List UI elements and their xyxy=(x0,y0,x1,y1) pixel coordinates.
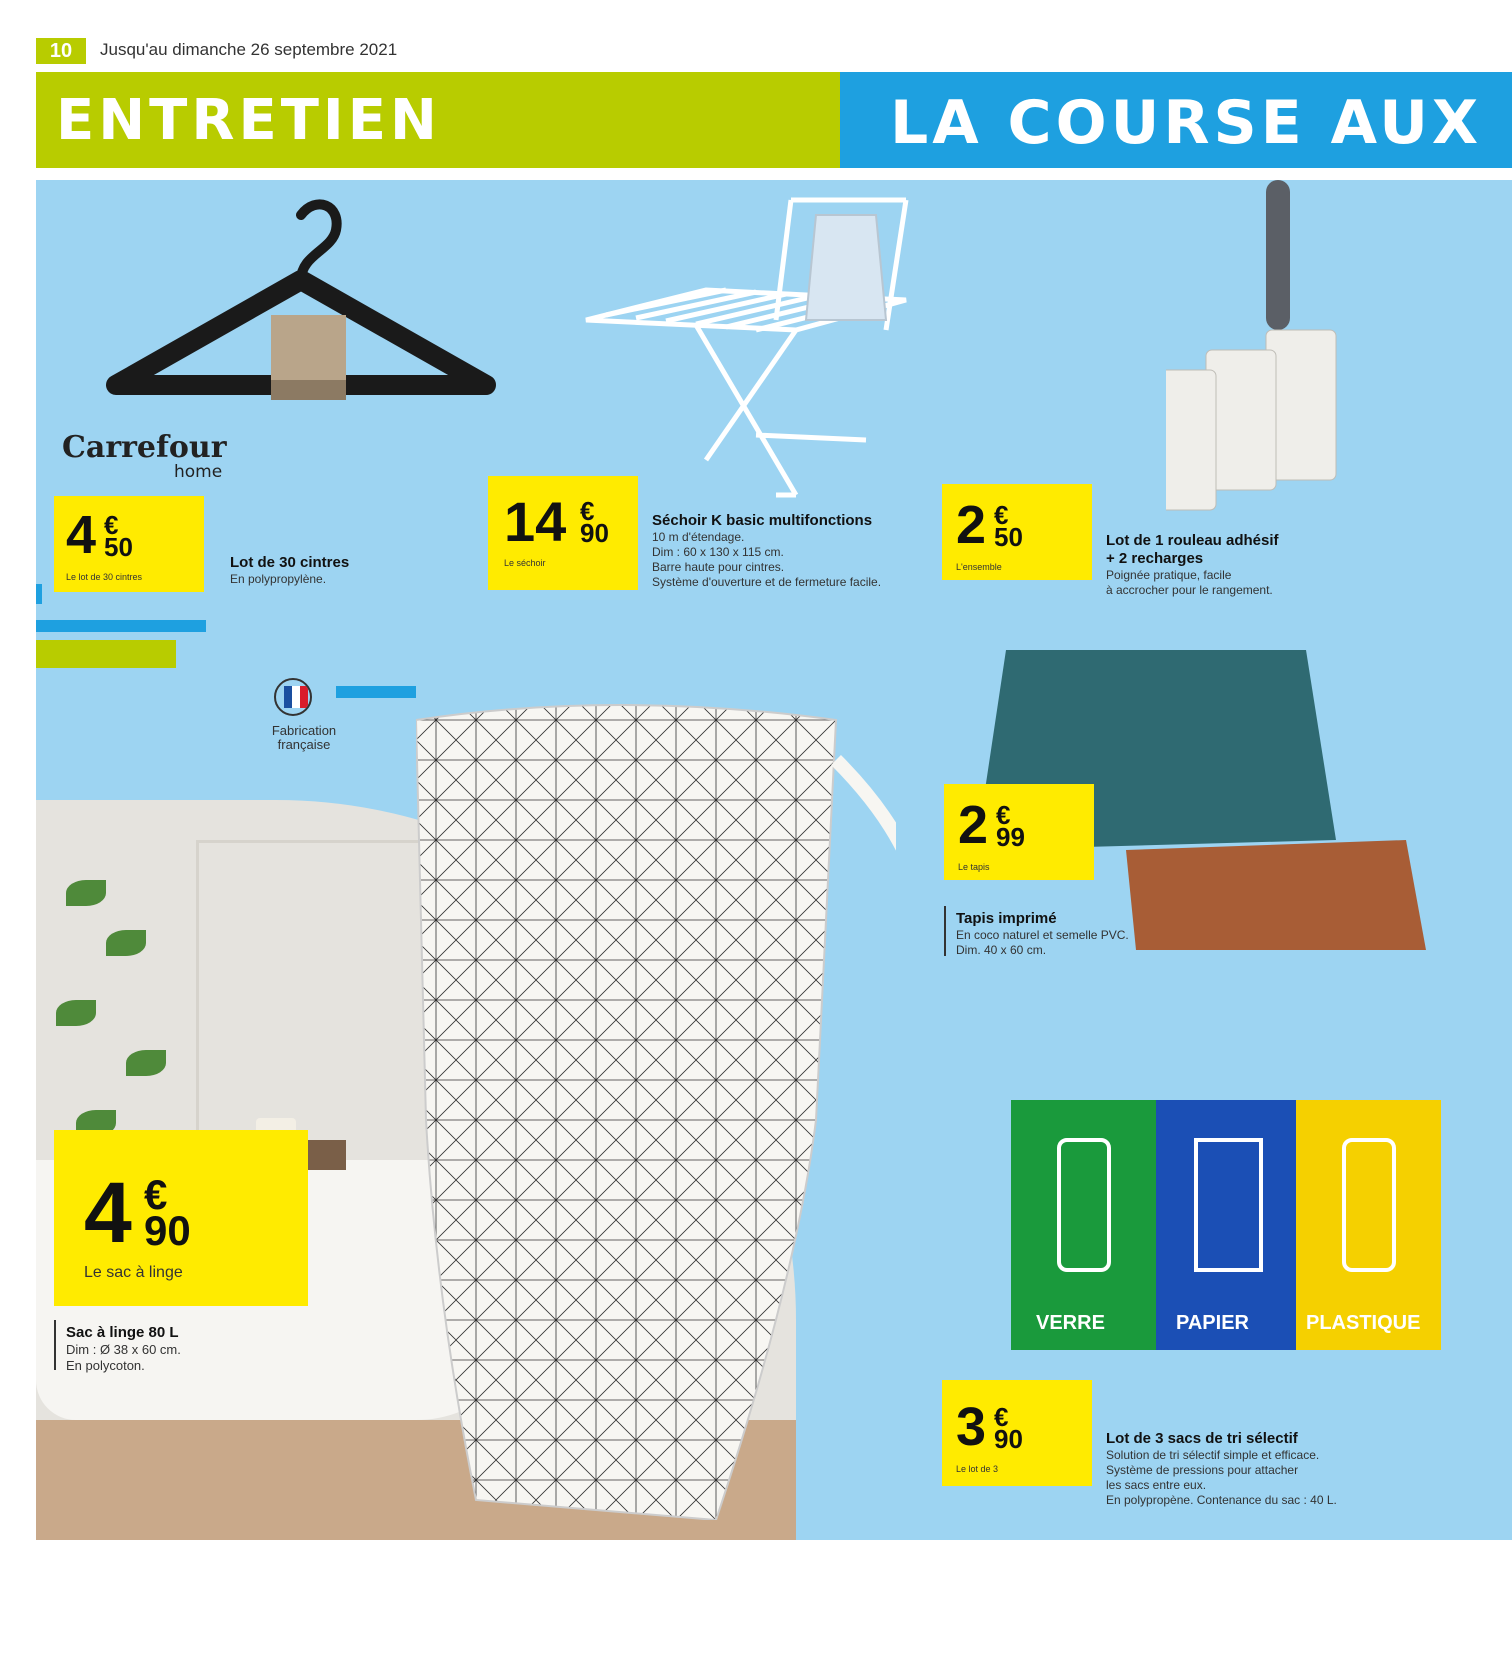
product-desc: Dim : Ø 38 x 60 cm. xyxy=(66,1342,181,1357)
plant-leaf xyxy=(126,1050,166,1076)
price-decimal: 50 xyxy=(104,532,133,562)
price-currency: € xyxy=(104,510,119,540)
product-desc: En coco naturel et semelle PVC. xyxy=(956,928,1129,942)
fabrication-label: Fabrication française xyxy=(271,723,337,753)
brand-name: Carrefour xyxy=(62,430,227,465)
price-unit: Le séchoir xyxy=(504,558,546,568)
laundry-bag-icon xyxy=(416,700,896,1520)
stripe-blue-2 xyxy=(36,620,206,632)
section-title: ENTRETIEN xyxy=(56,88,441,153)
product-desc: 10 m d'étendage. xyxy=(652,530,745,544)
price-box-cintres xyxy=(54,496,204,592)
bag-label-plastique: PLASTIQUE xyxy=(1306,1312,1421,1334)
price-box-tapis xyxy=(944,784,1094,880)
price-decimal: 90 xyxy=(994,1424,1023,1454)
price-box-rouleau xyxy=(942,484,1092,580)
price-integer: 3 xyxy=(956,1397,987,1457)
price-integer: 4 xyxy=(84,1165,132,1261)
price-unit: Le tapis xyxy=(958,862,990,872)
price-integer: 4 xyxy=(66,505,97,565)
price-box-sechoir xyxy=(488,476,638,590)
price-unit: Le lot de 3 xyxy=(956,1464,999,1474)
section-subtitle: LA COURSE AUX xyxy=(890,88,1483,158)
product-desc: Dim. 40 x 60 cm. xyxy=(956,943,1047,957)
plant-leaf xyxy=(66,880,106,906)
brand-sub: home xyxy=(174,462,223,482)
divider xyxy=(54,1320,56,1370)
price-box-tri xyxy=(942,1380,1092,1486)
price-decimal: 90 xyxy=(580,518,609,548)
drying-rack-icon xyxy=(576,190,936,510)
product-title: Séchoir K basic multifonctions xyxy=(652,512,873,529)
price-box-sac xyxy=(54,1130,308,1306)
product-desc: Système de pressions pour attacher xyxy=(1106,1463,1299,1477)
price-integer: 2 xyxy=(956,495,987,555)
plant-leaf xyxy=(106,930,146,956)
product-desc: à accrocher pour le rangement. xyxy=(1106,583,1273,597)
france-flag-icon xyxy=(274,678,312,716)
price-decimal: 50 xyxy=(994,522,1023,552)
product-title: Lot de 3 sacs de tri sélectif xyxy=(1106,1430,1298,1447)
product-desc: En polycoton. xyxy=(66,1358,145,1373)
product-desc: Système d'ouverture et de fermeture facile. xyxy=(652,575,882,589)
price-currency: € xyxy=(144,1171,168,1218)
price-integer: 14 xyxy=(504,490,567,553)
product-title: Lot de 30 cintres xyxy=(230,554,350,571)
product-desc: Barre haute pour cintres. xyxy=(652,560,785,574)
product-title: + 2 recharges xyxy=(1106,550,1204,567)
price-integer: 2 xyxy=(958,795,989,855)
page-number: 10 xyxy=(36,38,86,64)
price-currency: € xyxy=(994,500,1009,530)
product-title: Lot de 1 rouleau adhésif xyxy=(1106,532,1279,549)
product-desc: Poignée pratique, facile xyxy=(1106,568,1232,582)
price-currency: € xyxy=(996,800,1011,830)
plant-leaf xyxy=(56,1000,96,1026)
product-desc: En polypropène. Contenance du sac : 40 L. xyxy=(1106,1493,1337,1507)
catalog-panel xyxy=(36,180,1512,1540)
price-unit: Le sac à linge xyxy=(84,1264,183,1281)
price-unit: Le lot de 30 cintres xyxy=(66,572,143,582)
price-currency: € xyxy=(580,496,595,526)
price-decimal: 90 xyxy=(144,1207,191,1254)
stripe-blue-1 xyxy=(36,584,42,604)
bag-label-papier: PAPIER xyxy=(1176,1312,1249,1334)
stripe-blue-3 xyxy=(336,686,416,698)
divider xyxy=(944,906,946,956)
product-desc: Solution de tri sélectif simple et efficace. xyxy=(1106,1448,1320,1462)
stripe-lime xyxy=(36,640,176,668)
price-currency: € xyxy=(994,1402,1009,1432)
price-unit: L'ensemble xyxy=(956,562,1002,572)
lint-roller-icon xyxy=(1166,180,1426,520)
price-decimal: 99 xyxy=(996,822,1025,852)
product-desc: En polypropylène. xyxy=(230,572,327,586)
product-title: Tapis imprimé xyxy=(956,910,1057,927)
bag-label-verre: VERRE xyxy=(1036,1312,1105,1334)
product-desc: Dim : 60 x 130 x 115 cm. xyxy=(652,545,784,559)
product-desc: les sacs entre eux. xyxy=(1106,1478,1207,1492)
validity-date: Jusqu'au dimanche 26 septembre 2021 xyxy=(100,40,398,59)
hanger-icon xyxy=(86,195,506,435)
product-title: Sac à linge 80 L xyxy=(66,1324,179,1341)
